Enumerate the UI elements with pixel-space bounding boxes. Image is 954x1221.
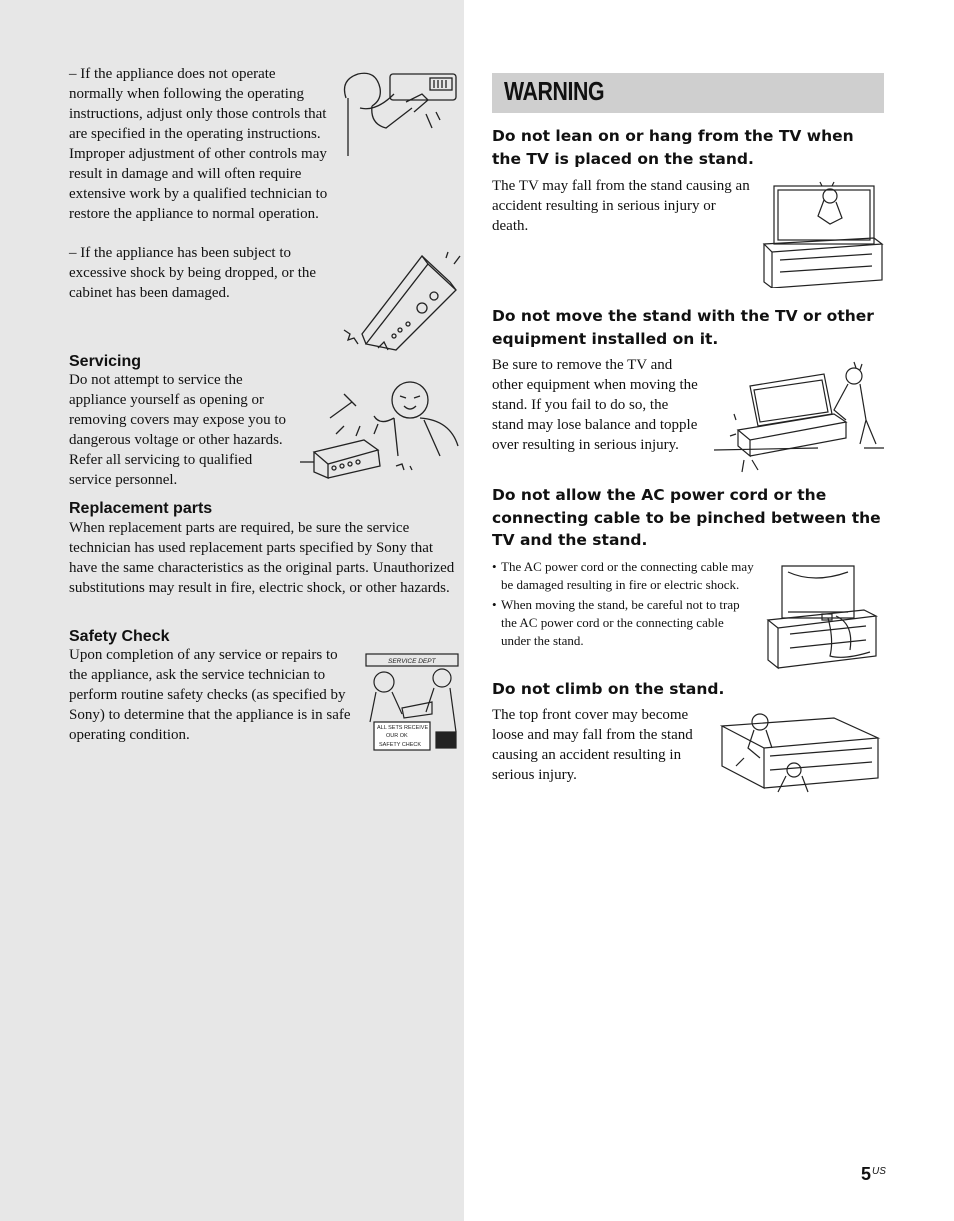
clipboard-line-1: ALL SETS RECEIVE	[377, 725, 429, 731]
safety-check-heading: Safety Check	[69, 628, 170, 645]
cord-bullet-item: • When moving the stand, be careful not to trap the AC power cord or the connecting cable under the stand.	[492, 596, 754, 650]
intro-paragraph-1: – If the appliance does not operate normally when following the operating instructions, adjust only those controls that are specified in the operating instructions. Improper adjustment of other controls may result in damage and will often require extensive work by a qualified technician to restore the appliance to normal operation.	[69, 66, 328, 222]
dropped-appliance-illustration	[338, 250, 462, 352]
section-lean-body: The TV may fall from the stand causing an accident resulting in serious injury or death.	[492, 178, 750, 234]
section-climb-body: The top front cover may become loose and may fall from the stand causing an accident resulting in serious injury.	[492, 707, 693, 783]
safety-check-illustration	[362, 652, 462, 752]
clipboard-line-3: SAFETY CHECK	[379, 742, 422, 748]
page-number	[861, 1164, 886, 1185]
servicing-body: Do not attempt to service the appliance yourself as opening or removing covers may expose you to dangerous voltage or other hazards. Refer all servicing to qualified service personnel.	[69, 372, 287, 488]
intro-paragraph-2: – If the appliance has been subject to excessive shock by being dropped, or the cabinet has been damaged.	[69, 245, 317, 301]
servicing-shock-illustration	[300, 376, 462, 480]
servicing-heading: Servicing	[69, 353, 142, 370]
service-dept-sign: SERVICE DEPT	[388, 658, 436, 665]
warning-title: WARNING	[504, 76, 605, 106]
section-cord-bullets	[492, 558, 754, 652]
warning-banner	[492, 73, 884, 113]
pinched-cord-illustration	[764, 560, 882, 670]
section-climb-heading: Do not climb on the stand.	[492, 680, 725, 698]
page-number-value: 5	[861, 1164, 872, 1184]
safety-check-body: Upon completion of any service or repairs to the appliance, ask the service technician to perform routine safety checks (as specified by Sony) to determine that the appliance is in safe operating condition.	[69, 647, 351, 743]
climb-stand-illustration	[714, 708, 884, 798]
move-stand-illustration	[714, 360, 884, 474]
section-cord-heading: Do not allow the AC power cord or the connecting cable to be pinched between the TV and the stand.	[492, 486, 881, 549]
section-lean-heading: Do not lean on or hang from the TV when the TV is placed on the stand.	[492, 127, 854, 168]
adjust-controls-illustration	[336, 68, 460, 160]
clipboard-line-2: OUR OK	[386, 733, 408, 739]
cord-bullet-item: • The AC power cord or the connecting cable may be damaged resulting in fire or electric shock.	[492, 558, 754, 594]
section-move-body: Be sure to remove the TV and other equipment when moving the stand. If you fail to do so, the stand may lose balance and topple over resulting in serious injury.	[492, 357, 698, 453]
tv-hang-illustration	[760, 180, 884, 288]
replacement-body: When replacement parts are required, be sure the service technician has used replacement parts specified by Sony that have the same characteristics as the original parts. Unauthorized substitutions may result in fire, electric shock, or other hazards.	[69, 520, 455, 596]
section-move-heading: Do not move the stand with the TV or other equipment installed on it.	[492, 307, 874, 348]
page-number-suffix: US	[872, 1166, 886, 1177]
replacement-heading: Replacement parts	[69, 500, 213, 517]
